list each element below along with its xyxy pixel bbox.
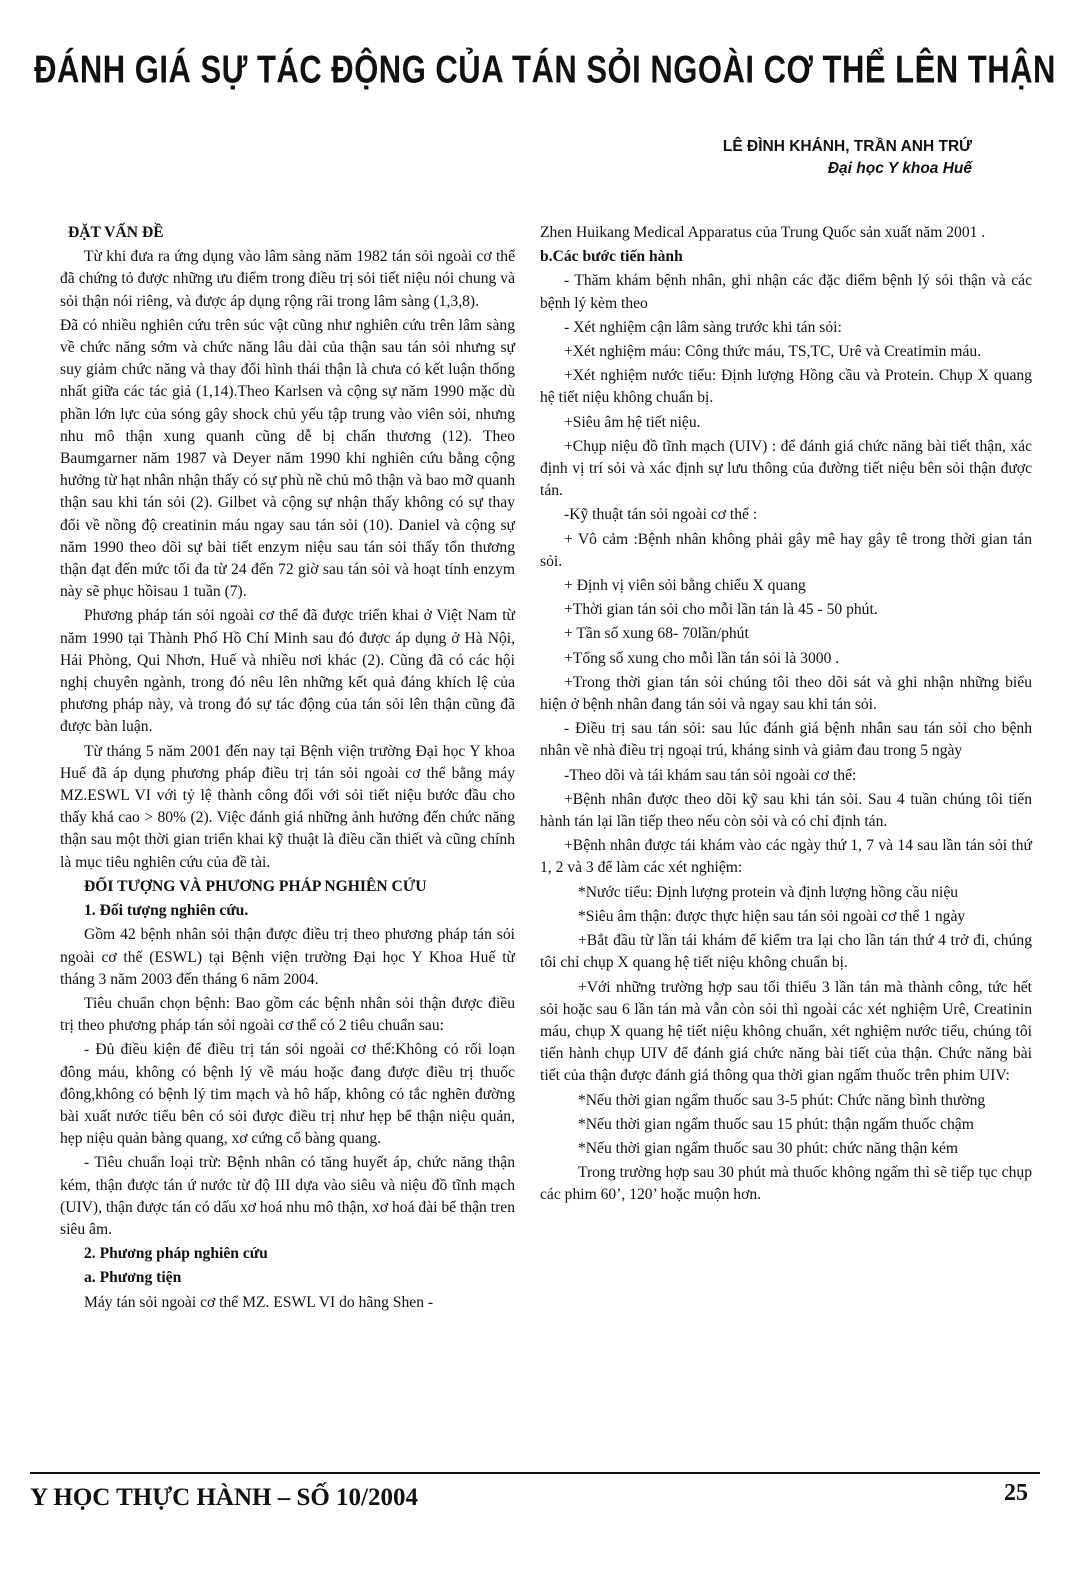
paragraph: Zhen Huikang Medical Apparatus của Trung Quốc sản xuất năm 2001 . — [540, 224, 986, 241]
paragraph: *Nước tiểu: Định lượng protein và định lượng hồng cầu niệu — [578, 883, 959, 901]
subsection-heading: 2. Phương pháp nghiên cứu — [84, 1245, 268, 1263]
paragraph: -Kỹ thuật tán sỏi ngoài cơ thể : — [564, 506, 758, 524]
paragraph: +Thời gian tán sỏi cho mỗi lần tán là 45 - 50 phút. — [564, 601, 878, 619]
paragraph: +Bệnh nhân được theo dõi kỹ sau khi tán sỏi. Sau 4 tuần chúng tôi tiến hành tán lại lần tiếp theo nếu còn sỏi và có chỉ định tán. — [540, 790, 1032, 831]
author-names: LÊ ĐÌNH KHÁNH, TRẦN ANH TRỨ — [722, 138, 972, 155]
paragraph: Từ tháng 5 năm 2001 đến nay tại Bệnh viện trường Đại học Y khoa Huế đã áp dụng phương pháp điều trị tán sỏi ngoài cơ thể bằng máy MZ.ESWL VI với tỷ lệ thành công đối với sỏi tiết niệu bước đầu cho thấy khá cao > 80% (2). Việc đánh giá những ảnh hưởng đến chức năng thận sau một thời gian triển khai kỹ thuật là điều cần thiết và cũng chính là mục tiêu nghiên cứu của đề tài. — [60, 742, 515, 871]
paragraph: *Nếu thời gian ngấm thuốc sau 30 phút: chức năng thận kém — [578, 1139, 959, 1157]
paragraph: - Đủ điều kiện để điều trị tán sỏi ngoài cơ thể:Không có rối loạn đông máu, không có bệnh lý về máu hoặc đang được điều trị thuốc đông,không có bệnh lý tim mạch và hô hấp, không có tắc nghẽn đường bài xuất nước tiểu bên có sỏi được điều trị như hẹp bể thận niệu quản, hẹp niệu quản bàng quang, xơ cứng cổ bàng quang. — [60, 1041, 515, 1148]
paragraph: +Xét nghiệm nước tiểu: Định lượng Hồng cầu và Protein. Chụp X quang hệ tiết niệu không chuẩn bị. — [540, 367, 1032, 407]
paragraph: +Với những trường hợp sau tối thiểu 3 lần tán mà thành công, tức hết sỏi hoặc sau 6 lần tán mà vẫn còn sỏi thì ngoài các xét nghiệm Urê, Creatinin máu, chụp X quang hệ tiết niệu không chuẩn, xét nghiệm nước tiểu, chúng tôi tiến hành chụp UIV để đánh giá chức năng bài tiết của thận. Chức năng bài tiết của thận được đánh giá thông qua thời gian ngấm thuốc trên phim UIV: — [540, 978, 1032, 1085]
paragraph: Đã có nhiều nghiên cứu trên súc vật cũng như nghiên cứu trên lâm sàng về chức năng sớm và chức năng lâu dài của thận sau tán sỏi nhưng sự suy giảm chức năng và thay đổi hình thái thận là chưa có kết luận thống nhất giữa các tác giả (1,14).Theo Karlsen và cộng sự năm 1990 mặc dù phần lớn lực của sóng gây shock chủ yếu tập trung vào viên sỏi, nhưng nhu mô thận xung quanh cũng dễ bị chấn thương (12). Theo Baumgarner năm 1987 và Deyer năm 1990 khi nghiên cứu bằng cộng hưởng từ hạt nhân nhận thấy có sự phù nề chủ mô thận và bao mỡ quanh thận sau khi tán sỏi (2). Gilbet và cộng sự nhận thấy không có sự thay đổi về nồng độ creatinin máu ngay sau tán sỏi (10). Daniel và cộng sự năm 1990 theo dõi sự bài tiết enzym niệu sau tán sỏi thấy tổn thương thận đạt đến mức tối đa từ 24 đến 72 giờ sau tán sỏi và hoạt tính enzym này sẽ phục hồisau 1 tuần (7). — [60, 316, 515, 601]
paragraph: + Vô cảm :Bệnh nhân không phải gây mê hay gây tê trong thời gian tán sỏi. — [540, 530, 1032, 570]
paragraph: - Điều trị sau tán sỏi: sau lúc đánh giá bệnh nhân sau tán sỏi cho bệnh nhân về nhà điều trị ngoại trú, kháng sinh và giảm đau trong 5 ngày — [540, 720, 1032, 760]
paragraph: Tiêu chuẩn chọn bệnh: Bao gồm các bệnh nhân sỏi thận được điều trị theo phương pháp tán sỏi ngoài cơ thể có 2 tiêu chuẩn sau: — [60, 994, 515, 1035]
paragraph: *Nếu thời gian ngấm thuốc sau 15 phút: thận ngấm thuốc chậm — [578, 1115, 974, 1133]
paragraph: +Bệnh nhân được tái khám vào các ngày thứ 1, 7 và 14 sau lần tán sỏi thứ 1, 2 và 3 để làm các xét nghiệm: — [540, 837, 1032, 877]
paragraph: +Siêu âm hệ tiết niệu. — [564, 413, 701, 431]
paragraph: +Trong thời gian tán sỏi chúng tôi theo dõi sát và ghi nhận những biểu hiện ở bệnh nhân đang tán sỏi và ngay sau khi tán sỏi. — [540, 673, 1032, 714]
paragraph: + Định vị viên sỏi bằng chiếu X quang — [564, 577, 806, 595]
paragraph: Máy tán sỏi ngoài cơ thể MZ. ESWL VI do hãng Shen - — [84, 1293, 434, 1311]
paragraph: *Siêu âm thận: được thực hiện sau tán sỏi ngoài cơ thể 1 ngày — [578, 907, 966, 925]
paragraph: *Nếu thời gian ngấm thuốc sau 3-5 phút: Chức năng bình thường — [578, 1091, 986, 1109]
footer-rule — [30, 1472, 1040, 1474]
page-number: 25 — [1004, 1480, 1028, 1506]
author-block — [723, 136, 972, 180]
paragraph: Từ khi đưa ra ứng dụng vào lâm sàng năm 1982 tán sỏi ngoài cơ thể đã chứng tỏ được những ưu điểm trong điều trị sỏi tiết niệu nói chung và sỏi thận nói riêng, và được áp dụng rộng rãi trong lâm sàng (1,3,8). — [60, 248, 515, 310]
subsection-heading: a. Phương tiện — [84, 1269, 182, 1287]
paragraph: +Tổng số xung cho mỗi lần tán sỏi là 3000 . — [564, 649, 840, 667]
section-heading-intro: ĐẶT VẤN ĐỀ — [68, 224, 164, 241]
right-column — [540, 222, 1032, 1209]
section-heading-methods: ĐỐI TƯỢNG VÀ PHƯƠNG PHÁP NGHIÊN CỨU — [84, 877, 427, 895]
author-affiliation: Đại học Y khoa Huế — [827, 160, 972, 177]
paragraph: - Tiêu chuẩn loại trừ: Bệnh nhân có tăng huyết áp, chức năng thận kém, thận được tán ứ nước từ độ III dựa vào siêu và niệu đồ tĩnh mạch (UIV), thận được tán có dấu xơ hoá nhu mô thận, xơ hoá đài bể thận tren siêu âm. — [60, 1154, 515, 1238]
subsection-heading: b.Các bước tiến hành — [540, 248, 683, 266]
paragraph: +Bắt đầu từ lần tái khám để kiểm tra lại cho lần tán thứ 4 trở đi, chúng tôi chỉ chụp X quang hệ tiết niệu không chuẩn bị. — [540, 932, 1032, 972]
article-title: ĐÁNH GIÁ SỰ TÁC ĐỘNG CỦA TÁN SỎI NGOÀI CƠ THỂ LÊN THẬN — [34, 47, 1056, 92]
paragraph: +Xét nghiệm máu: Công thức máu, TS,TC, Urê và Creatimin máu. — [564, 343, 982, 361]
left-column — [60, 222, 515, 1316]
paragraph: -Theo dõi và tái khám sau tán sỏi ngoài cơ thể: — [564, 766, 857, 784]
paragraph: - Xét nghiệm cận lâm sàng trước khi tán sỏi: — [564, 318, 842, 336]
paragraph: +Chụp niệu đồ tĩnh mạch (UIV) : để đánh giá chức năng bài tiết thận, xác định vị trí sỏi và xác định sự lưu thông của đường tiết niệu bên sỏi thận được tán. — [540, 437, 1032, 500]
paragraph: Trong trường hợp sau 30 phút mà thuốc không ngấm thì sẽ tiếp tục chụp các phim 60’, 120’ hoặc muộn hơn. — [540, 1164, 1032, 1204]
subsection-heading: 1. Đối tượng nghiên cứu. — [84, 902, 249, 920]
paragraph: + Tần số xung 68- 70lần/phút — [564, 625, 749, 643]
journal-footer: Y HỌC THỰC HÀNH – SỐ 10/2004 — [30, 1484, 418, 1511]
paragraph: Gồm 42 bệnh nhân sỏi thận được điều trị theo phương pháp tán sỏi ngoài cơ thể (ESWL) tại Bệnh viện trường Đại học Y Khoa Huế từ tháng 3 năm 2003 đến tháng 6 năm 2004. — [60, 926, 515, 988]
paragraph: Phương pháp tán sỏi ngoài cơ thể đã được triển khai ở Việt Nam từ năm 1990 tại Thành Phố Hồ Chí Minh sau đó được áp dụng ở Hà Nội, Hải Phòng, Qui Nhơn, Huế và nhiều nơi khác (2). Cũng đã có các hội nghị chuyên ngành, trong đó nêu lên những kết quả đáng khích lệ của phương pháp này, và trong đó sự tác động của tán sỏi lên thận cũng đã được bàn luận. — [60, 607, 515, 736]
paragraph: - Thăm khám bệnh nhân, ghi nhận các đặc điểm bệnh lý sỏi thận và các bệnh lý kèm theo — [540, 272, 1032, 312]
